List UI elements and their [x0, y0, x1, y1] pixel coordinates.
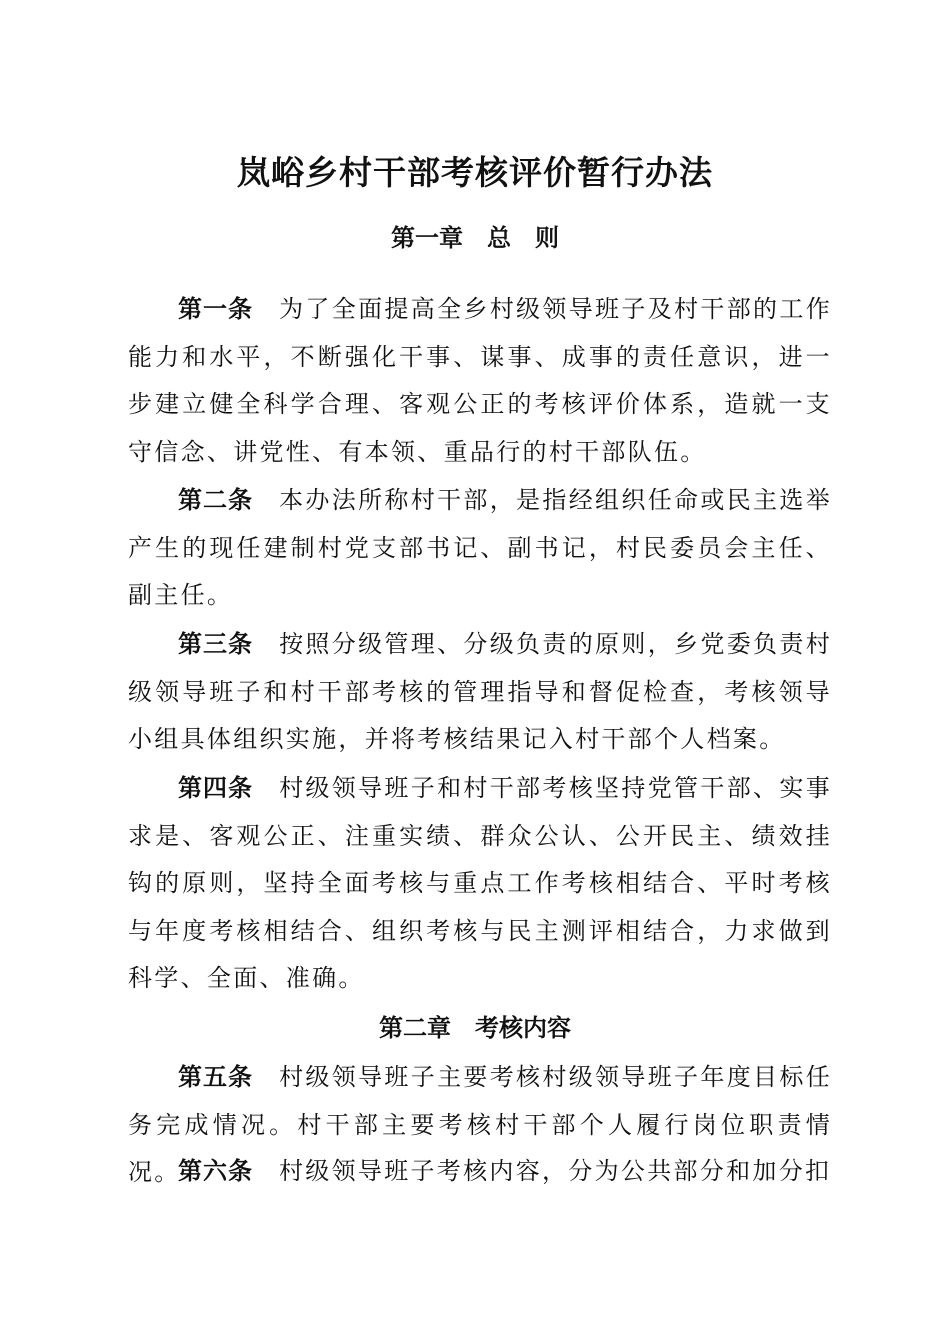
- article-text: 为了全面提高全乡村级领导班子及村干部的工作能力和水平，不断强化干事、谋事、成事的责任意识，进一步建立健全科学合理、客观公正的考核评价体系，造就一支守信念、讲党性、有本领、重品行的村干部队伍。: [128, 295, 832, 466]
- article-4: [128, 765, 832, 1003]
- chapter-heading-1: 第一章 总 则: [391, 224, 559, 252]
- article-label: 第二条: [178, 486, 254, 514]
- article-label: 第六条: [178, 1157, 253, 1185]
- article-label: 第三条: [178, 630, 254, 658]
- article-1: [128, 286, 832, 476]
- article-label: 第四条: [178, 774, 254, 802]
- chapter-heading-2: 第二章 考核内容: [379, 1014, 571, 1042]
- article-text: 按照分级管理、分级负责的原则，乡党委负责村级领导班子和村干部考核的管理指导和督促检查，考核领导小组具体组织实施，并将考核结果记入村干部个人档案。: [128, 630, 832, 753]
- article-label: 第一条: [178, 295, 254, 323]
- article-text: 村级领导班子和村干部考核坚持党管干部、实事求是、客观公正、注重实绩、群众公认、公开民主、绩效挂钩的原则，坚持全面考核与重点工作考核相结合、平时考核与年度考核相结合、组织考核与民主测评相结合，力求做到科学、全面、准确。: [128, 774, 832, 992]
- article-label: 第五条: [178, 1063, 254, 1091]
- article-text: 村级领导班子考核内容，分为公共部分和加分扣: [279, 1157, 832, 1185]
- article-text: 村级领导班子主要考核村级领导班子年度目标任务完成情况。村干部主要考核村干部个人履行岗位职责情况。: [128, 1063, 832, 1186]
- document-title: 岚峪乡村干部考核评价暂行办法: [237, 153, 713, 192]
- article-3: [128, 621, 832, 764]
- article-text: 本办法所称村干部，是指经组织任命或民主选举产生的现任建制村党支部书记、副书记，村民委员会主任、副主任。: [128, 486, 832, 609]
- article-6: [128, 1148, 832, 1196]
- article-2: [128, 477, 832, 620]
